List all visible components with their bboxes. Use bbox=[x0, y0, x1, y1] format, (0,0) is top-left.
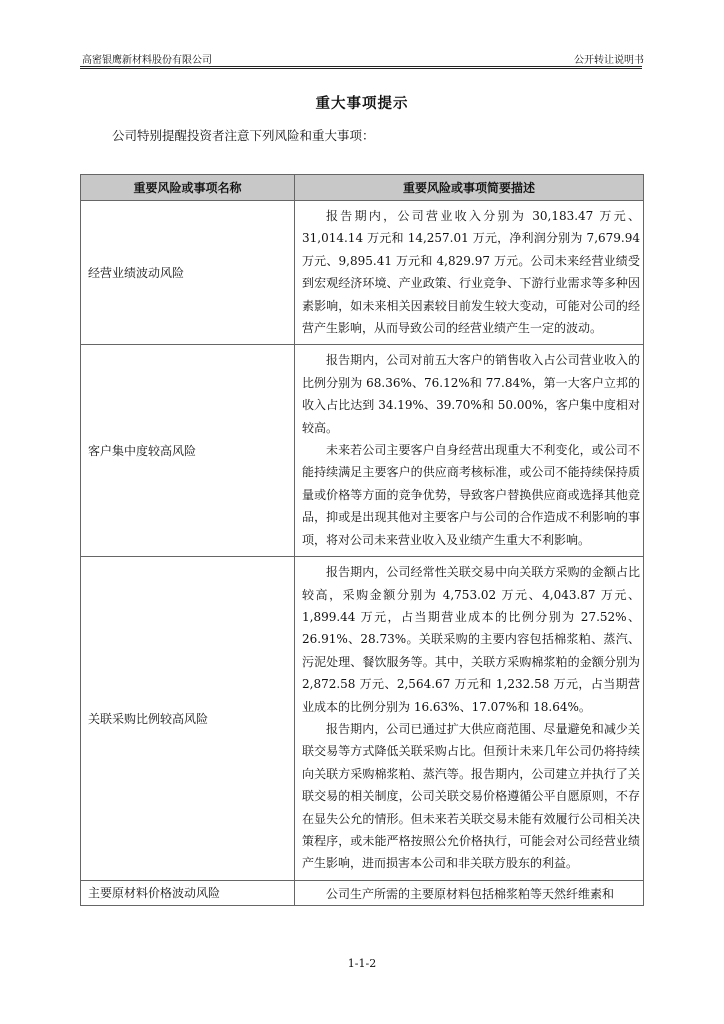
column-header-description: 重要风险或事项简要描述 bbox=[295, 175, 644, 201]
description-paragraph: 报告期内，公司对前五大客户的销售收入占公司营业收入的比例分别为 68.36%、76.12%和 77.84%，第一大客户立邦的收入占比达到 34.19%、39.70%和 50.00%，客户集中度相对较高。 bbox=[302, 353, 640, 435]
page-number: 1-1-2 bbox=[347, 957, 377, 970]
page-title: 重大事项提示 bbox=[315, 95, 409, 112]
header-document-type: 公开转让说明书 bbox=[574, 55, 644, 66]
risk-name: 关联采购比例较高风险 bbox=[81, 557, 295, 881]
description-paragraph: 报告期内，公司经常性关联交易中向关联方采购的金额占比较高，采购金额分别为 4,753.02 万元、4,043.87 万元、1,899.44 万元，占当期营业成本的比例分别为 27.52%、26.91%、28.73%。关联采购的主要内容包括棉浆粕、蒸汽、污泥处理、餐饮服务等。其中，关联方采购棉浆粕的金额分别为 2,872.58 万元、2,564.67 万元和 1,232.58 万元，占当期营业成本的比例分别为 16.63%、17.07%和 18.64%。 bbox=[302, 565, 640, 714]
table-row bbox=[81, 557, 644, 881]
risk-description bbox=[295, 345, 644, 557]
table-row bbox=[81, 880, 644, 905]
risk-name: 主要原材料价格波动风险 bbox=[81, 880, 295, 905]
risk-description bbox=[295, 880, 644, 905]
description-paragraph: 报告期内，公司营业收入分别为 30,183.47 万元、31,014.14 万元和 14,257.01 万元，净利润分别为 7,679.94 万元、9,895.41 万元和 4,829.97 万元。公司未来经营业绩受到宏观经济环境、产业政策、行业竞争、下游行业需求等多种因素影响，如未来相关因素较目前发生较大变动，可能对公司的经营产生影响，从而导致公司的经营业绩产生一定的波动。 bbox=[302, 209, 640, 336]
risk-name: 客户集中度较高风险 bbox=[81, 345, 295, 557]
risk-name: 经营业绩波动风险 bbox=[81, 201, 295, 345]
table-header-row bbox=[81, 175, 644, 201]
description-paragraph: 未来若公司主要客户自身经营出现重大不利变化，或公司不能持续满足主要客户的供应商考核标准，或公司不能持续保持质量或价格等方面的竞争优势，导致客户替换供应商或选择其他竞品，抑或是出现其他对主要客户与公司的合作造成不利影响的事项，将对公司未来营业收入及业绩产生重大不利影响。 bbox=[302, 443, 640, 547]
description-paragraph: 报告期内，公司已通过扩大供应商范围、尽量避免和减少关联交易等方式降低关联采购占比。但预计未来几年公司仍将持续向关联方采购棉浆粕、蒸汽等。报告期内，公司建立并执行了关联交易的相关制度，公司关联交易价格遵循公平自愿原则，不存在显失公允的情形。但未来若关联交易未能有效履行公司相关决策程序，或未能严格按照公允价格执行，可能会对公司经营业绩产生影响，进而损害本公司和非关联方股东的利益。 bbox=[302, 721, 640, 871]
table-row bbox=[81, 345, 644, 557]
header-company-name: 高密银鹰新材料股份有限公司 bbox=[82, 55, 212, 66]
risk-description bbox=[295, 557, 644, 881]
risk-table bbox=[80, 174, 644, 906]
description-paragraph: 公司生产所需的主要原材料包括棉浆粕等天然纤维素和 bbox=[326, 886, 615, 901]
table-row bbox=[81, 201, 644, 345]
risk-description bbox=[295, 201, 644, 345]
column-header-name: 重要风险或事项名称 bbox=[81, 175, 295, 201]
header-rule-bottom bbox=[80, 68, 642, 69]
header-rule-top bbox=[80, 66, 642, 67]
intro-text: 公司特别提醒投资者注意下列风险和重大事项： bbox=[112, 128, 375, 143]
